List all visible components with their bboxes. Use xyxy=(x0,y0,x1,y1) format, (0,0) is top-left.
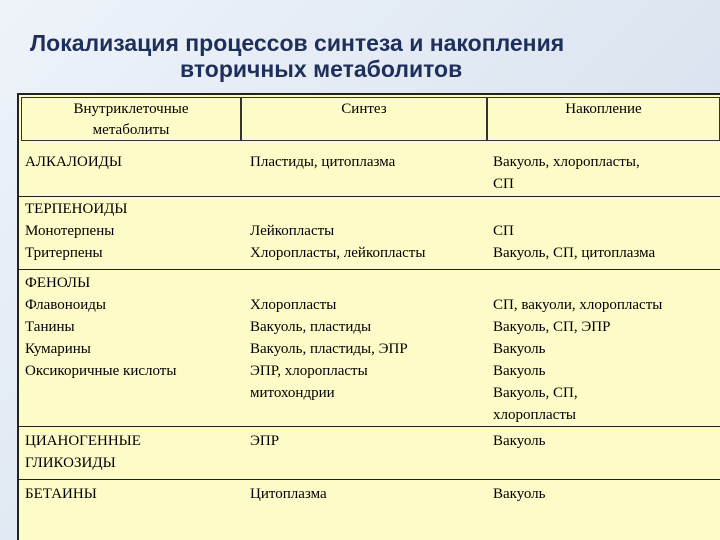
cell-line: Пластиды, цитоплазма xyxy=(250,154,396,170)
header-metabolites-line-1: Внутриклеточные xyxy=(73,101,189,117)
cell-line: Вакуоль xyxy=(493,486,546,502)
synthesis-cell xyxy=(250,483,327,505)
cell-line: хлоропласты xyxy=(493,407,576,423)
accumulation-cell xyxy=(493,151,640,195)
cell-line: Вакуоль, пластиды xyxy=(250,319,372,335)
cell-line: Вакуоль xyxy=(493,363,546,379)
cell-line: Лейкопласты xyxy=(250,223,335,239)
cell-line: Вакуоль, пластиды, ЭПР xyxy=(250,341,408,357)
cell-line: Цитоплазма xyxy=(250,486,327,502)
cell-line: ГЛИКОЗИДЫ xyxy=(25,455,116,471)
synthesis-cell xyxy=(250,272,408,404)
cell-line: ЭПР, хлоропласты xyxy=(250,363,368,379)
cell-line: Хлоропласты, лейкопласты xyxy=(250,245,426,261)
synthesis-cell xyxy=(250,430,279,452)
metabolite-cell xyxy=(25,151,122,173)
cell-line: Монотерпены xyxy=(25,223,115,239)
cell-line: митохондрии xyxy=(250,385,335,401)
title-line-2: вторичных метаболитов xyxy=(180,56,463,82)
metabolites-table xyxy=(17,93,720,540)
metabolite-cell xyxy=(25,430,141,474)
cell-line: Вакуоль xyxy=(493,341,546,357)
cell-line: ЦИАНОГЕННЫЕ xyxy=(25,433,141,449)
cell-line: БЕТАИНЫ xyxy=(25,486,97,502)
cell-line: Танины xyxy=(25,319,75,335)
cell-line: ФЕНОЛЫ xyxy=(25,275,91,291)
synthesis-cell xyxy=(250,198,425,264)
cell-line: Тритерпены xyxy=(25,245,103,261)
metabolite-cell xyxy=(25,198,127,264)
cell-line: ЭПР xyxy=(250,433,280,449)
cell-line: Вакуоль, хлоропласты, xyxy=(493,154,640,170)
metabolite-cell xyxy=(25,272,176,382)
cell-line xyxy=(250,272,408,294)
cell-line: Вакуоль, СП, xyxy=(493,385,578,401)
metabolite-cell xyxy=(25,483,97,505)
title-line-1: Локализация процессов синтеза и накопления xyxy=(30,30,565,56)
accumulation-cell xyxy=(493,198,655,264)
row-divider xyxy=(19,426,720,427)
cell-line: Вакуоль, СП, цитоплазма xyxy=(493,245,656,261)
header-accumulation: Накопление xyxy=(565,101,642,117)
row-divider xyxy=(19,196,720,197)
header-metabolites xyxy=(21,99,241,141)
accumulation-cell xyxy=(493,430,546,452)
cell-line: Вакуоль, СП, ЭПР xyxy=(493,319,611,335)
header-synthesis: Синтез xyxy=(341,101,387,117)
cell-line: Флавоноиды xyxy=(25,297,106,313)
synthesis-cell xyxy=(250,151,395,173)
cell-line: Хлоропласты xyxy=(250,297,337,313)
cell-line xyxy=(493,198,655,220)
row-divider xyxy=(19,479,720,480)
cell-line: АЛКАЛОИДЫ xyxy=(25,154,122,170)
cell-line: СП, вакуоли, хлоропласты xyxy=(493,297,663,313)
cell-line: СП xyxy=(493,223,514,239)
header-metabolites-line-2: метаболиты xyxy=(92,122,170,138)
cell-line: Кумарины xyxy=(25,341,91,357)
accumulation-cell xyxy=(493,483,546,505)
cell-line: СП xyxy=(493,176,514,192)
cell-line: Вакуоль xyxy=(493,433,546,449)
cell-line xyxy=(493,272,662,294)
accumulation-cell xyxy=(493,272,662,426)
cell-line: ТЕРПЕНОИДЫ xyxy=(25,201,128,217)
cell-line: Оксикоричные кислоты xyxy=(25,363,177,379)
row-divider xyxy=(19,269,720,270)
cell-line xyxy=(250,198,425,220)
